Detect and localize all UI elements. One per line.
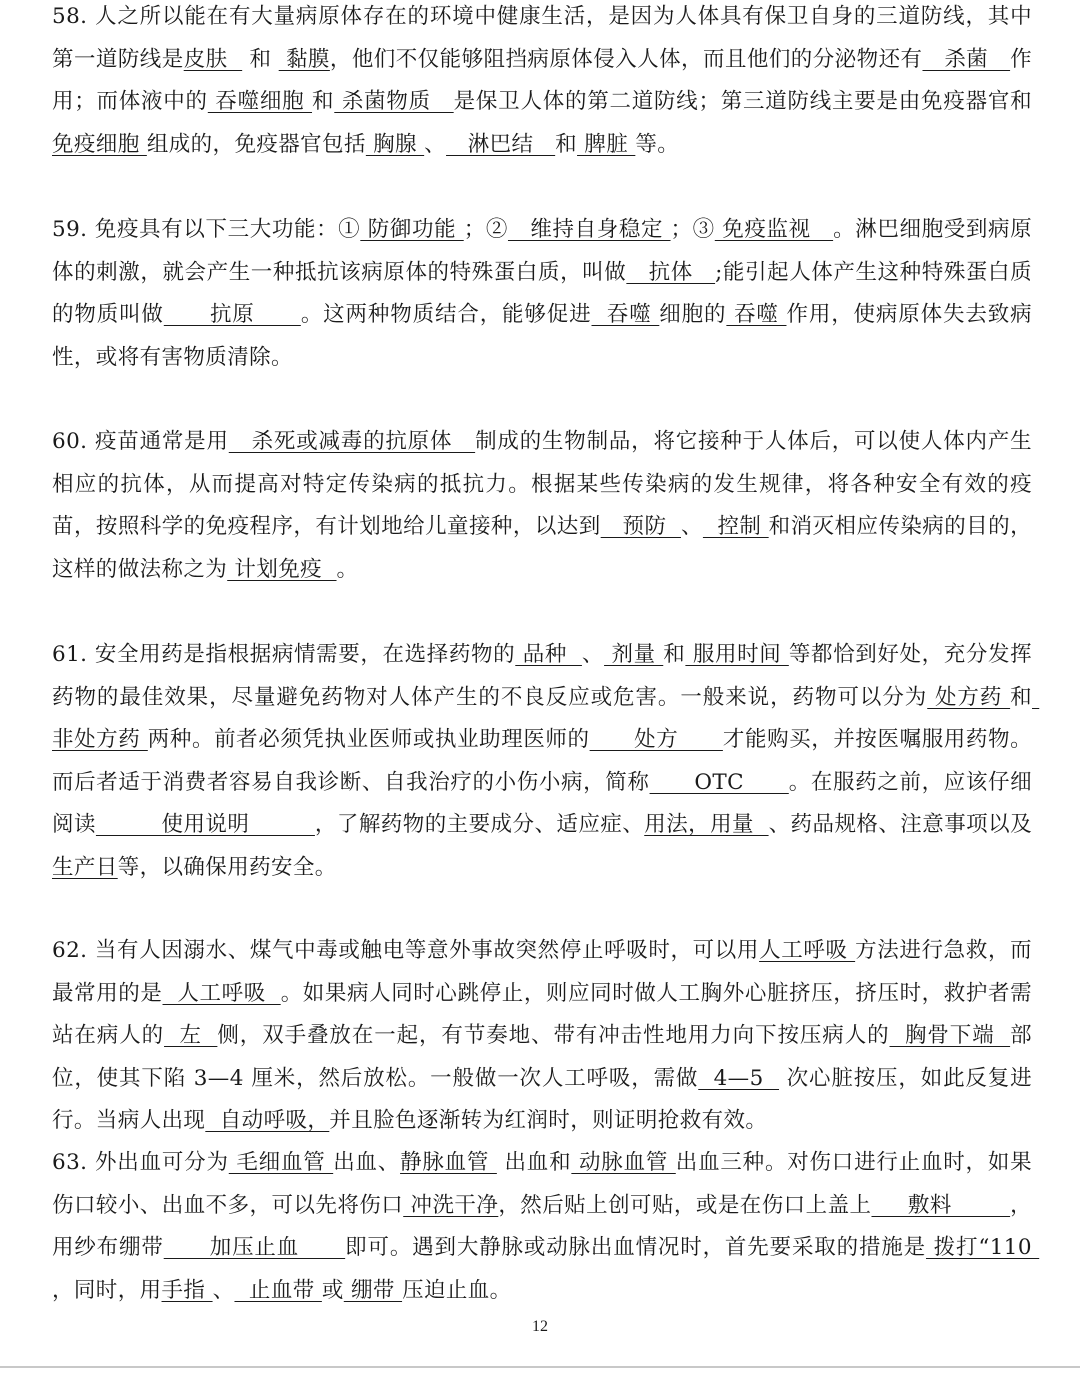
page-number: 12: [532, 1318, 548, 1335]
answer-blank: 胸腺: [365, 131, 425, 157]
question-text: 次心脏按压，如此反复进行。当病人出现: [52, 1065, 1032, 1133]
question-text: 62. 当有人因溺水、煤气中毒或触电等意外事故突然停止呼吸时，可以用: [52, 938, 760, 963]
question-text: 63. 外出血可分为: [52, 1150, 229, 1175]
question-text: 才能购买，并按医嘱服用药物。而后者适于消费者容易自我诊断、自我治疗的小伤小病，简称: [52, 727, 1032, 795]
answer-blank: 淋巴结: [446, 131, 556, 157]
answer-blank: 抗原: [163, 302, 301, 327]
question-60: [52, 421, 1032, 591]
question-text: 和: [242, 46, 279, 72]
answer-blank: 免疫细胞: [52, 131, 147, 157]
question-text: 、药品规格、注意事项以及: [768, 812, 1032, 837]
answer-blank: 止血带: [234, 1277, 322, 1303]
question-text: 出血和: [496, 1150, 572, 1175]
question-text: 是保卫人体的第二道防线；第三道防线主要是由免疫器官和: [453, 89, 1032, 114]
answer-blank: 动脉血管: [571, 1150, 676, 1175]
answer-blank: 计划免疫: [227, 556, 337, 582]
question-text: 。: [336, 556, 359, 582]
answer-blank: 用法，用量: [644, 812, 769, 837]
answer-blank: 脾脏: [577, 131, 636, 157]
answer-blank: 毛细血管: [228, 1150, 334, 1175]
answer-blank: 4—5: [698, 1065, 780, 1091]
question-text: ，用纱布绷带: [52, 1192, 1032, 1260]
answer-blank: 自动呼吸，: [205, 1108, 330, 1133]
answer-blank: 静脉血管: [400, 1150, 497, 1175]
answer-blank: 处方: [589, 727, 723, 752]
question-text: 组成的，免疫器官包括: [146, 131, 366, 157]
question-text: 出血、: [333, 1150, 401, 1175]
question-text: 。这两种物质结合，能够促进: [300, 302, 592, 327]
question-text: 、: [424, 131, 447, 157]
answer-blank: 控制: [702, 514, 769, 539]
question-text: 58. 人之所以能在有大量病原体存在的环境中健康生活，是因为人体具有保卫自身的三道防线，其中第一道防线是: [52, 4, 1032, 72]
question-text: 和: [663, 642, 686, 667]
question-text: 、: [581, 642, 605, 667]
answer-blank: 品种: [515, 642, 582, 667]
question-text: 作用；而体液中的: [52, 46, 1032, 114]
question-text: 。在服药之前，应该仔细阅读: [52, 769, 1032, 837]
question-text: 和: [555, 131, 578, 157]
question-text: 和: [1010, 684, 1033, 710]
bottom-border: [0, 1366, 1080, 1368]
question-text: 和消灭相应传染病的目的，这样的做法称之为: [52, 514, 1032, 582]
answer-blank: 抗体: [626, 259, 716, 285]
answer-blank: 非处方药: [52, 684, 1040, 752]
answer-blank: 免疫监视: [714, 217, 834, 242]
question-text: 和: [312, 89, 335, 114]
question-text: 等。: [635, 131, 680, 157]
answer-blank: 吞噬: [591, 302, 660, 327]
question-text: 两种。前者必须凭执业医师或执业助理医师的: [147, 727, 590, 752]
answer-blank: 人工呼吸: [162, 980, 281, 1006]
question-text: 侧，双手叠放在一起，有节奏地、带有冲击性地用力向下按压病人的: [217, 1023, 890, 1048]
question-text: 或: [321, 1277, 344, 1303]
answer-blank: 预防: [600, 514, 681, 539]
answer-blank: 吞噬: [726, 302, 787, 327]
answer-blank: 处方药: [927, 684, 1011, 710]
question-text: ，同时，用: [52, 1277, 162, 1303]
answer-blank: 拨打“110: [925, 1235, 1040, 1260]
question-text: ；②: [463, 217, 508, 242]
question-text: 出血三种。对伤口进行止血时，如果伤口较小、出血不多，可以先将伤口: [52, 1150, 1033, 1218]
answer-blank: 使用说明: [95, 812, 315, 837]
question-text: 59. 免疫具有以下三大功能：①: [52, 217, 361, 242]
answer-blank: 黏膜: [278, 46, 330, 72]
question-text: 即可。遇到大静脉或动脉出血情况时，首先要采取的措施是: [345, 1235, 926, 1260]
question-62: [52, 930, 1032, 1143]
answer-blank: 剂量: [604, 642, 664, 667]
question-text: 61. 安全用药是指根据病情需要，在选择药物的: [52, 642, 516, 667]
answer-blank: 杀菌: [922, 46, 1011, 72]
question-58: [52, 0, 1032, 166]
answer-blank: 绷带: [343, 1277, 403, 1303]
answer-blank: 吞噬细胞: [207, 89, 313, 114]
answer-blank: 皮肤: [183, 46, 243, 72]
question-text: 压迫止血。: [402, 1277, 512, 1303]
question-text: 方法进行急救，而最常用的是: [52, 938, 1033, 1006]
question-59: [52, 209, 1032, 379]
question-text: 制成的生物制品，将它接种于人体后，可以使人体内产生相应的抗体，从而提高对特定传染病的抵抗力。根据某些传染病的发生规律，将各种安全有效的疫苗，按照科学的免疫程序，有计划地给儿童接种，以达到: [52, 429, 1032, 539]
answer-blank: 防御功能: [360, 217, 464, 242]
answer-blank: 服用时间: [685, 642, 789, 667]
answer-blank: 加压止血: [163, 1235, 346, 1260]
answer-blank: 生产日: [52, 854, 118, 880]
answer-blank: 敷料: [871, 1192, 1011, 1218]
question-text: 60. 疫苗通常是用: [52, 429, 229, 454]
question-text: 等，以确保用药安全。: [117, 854, 337, 880]
question-text: ;能引起人体产生这种特殊蛋白质的物质叫做: [52, 259, 1033, 327]
answer-blank: 胸骨下端: [889, 1023, 1011, 1048]
question-text: 。如果病人同时心跳停止，则应同时做人工胸外心脏挤压，挤压时，救护者需站在病人的: [52, 980, 1032, 1048]
question-text: 等都恰到好处，充分发挥药物的最佳效果，尽量避免药物对人体产生的不良反应或危害。一般来说，药物可以分为: [52, 642, 1033, 710]
question-63: [52, 1142, 1040, 1312]
question-text: 细胞的: [659, 302, 727, 327]
answer-blank: 手指: [161, 1277, 213, 1303]
question-text: 。淋巴细胞受到病原体的刺激，就会产生一种抵抗该病原体的特殊蛋白质，叫做: [52, 217, 1032, 285]
answer-blank: 左: [164, 1023, 218, 1048]
question-text: 、: [212, 1277, 235, 1303]
answer-blank: 维持自身稳定: [507, 217, 671, 242]
question-text: 、: [680, 514, 703, 539]
question-text: ，了解药物的主要成分、适应症、: [314, 812, 645, 837]
answer-blank: 人工呼吸: [759, 938, 856, 963]
answer-blank: 杀死或减毒的抗原体: [228, 429, 476, 454]
question-text: 并且脸色逐渐转为红润时，则证明抢救有效。: [329, 1108, 768, 1133]
question-text: 作用，使病原体失去致病性，或将有害物质清除。: [52, 302, 1032, 370]
answer-blank: 冲洗干净: [403, 1192, 499, 1218]
question-text: 部位，使其下陷 3—4 厘米，然后放松。一般做一次人工呼吸，需做: [52, 1023, 1032, 1091]
question-61: [52, 634, 1040, 889]
question-text: ，他们不仅能够阻挡病原体侵入人体，而且他们的分泌物还有: [329, 46, 923, 72]
question-text: ；③: [670, 217, 715, 242]
question-text: ，然后贴上创可贴，或是在伤口上盖上: [498, 1192, 872, 1218]
answer-blank: 杀菌物质: [334, 89, 454, 114]
answer-blank: OTC: [649, 769, 789, 795]
